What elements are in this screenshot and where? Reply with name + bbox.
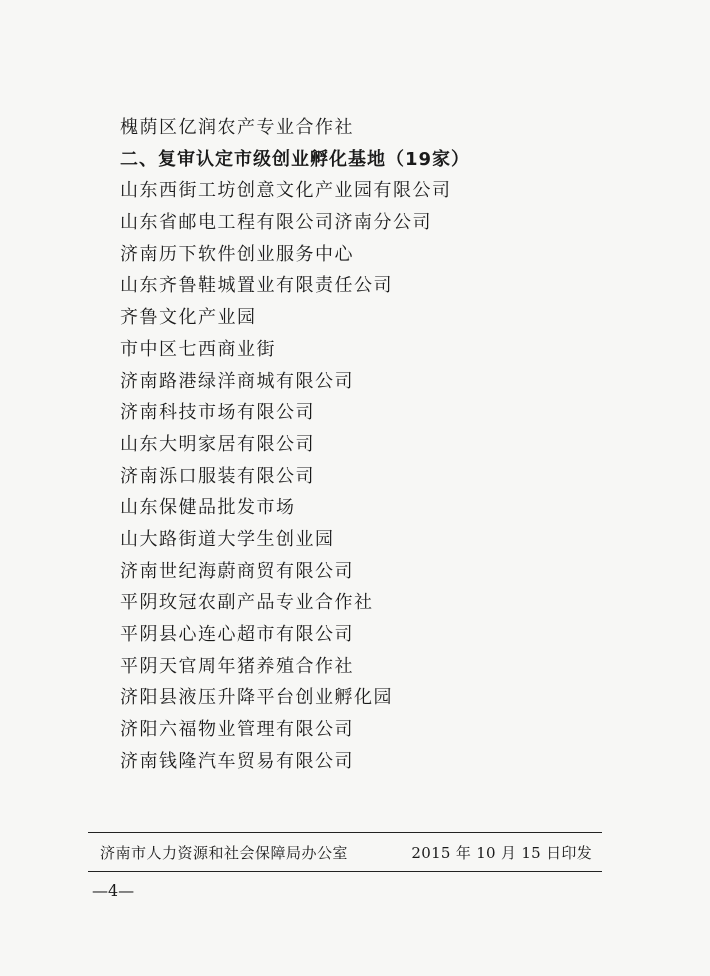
list-item: 济南历下软件创业服务中心 — [120, 243, 354, 265]
list-item: 济阳县液压升降平台创业孵化园 — [120, 687, 393, 709]
list-item: 济南世纪海蔚商贸有限公司 — [120, 560, 354, 582]
issuing-office: 济南市人力资源和社会保障局办公室 — [100, 844, 349, 862]
list-item: 山东大明家居有限公司 — [120, 433, 315, 455]
list-item: 齐鲁文化产业园 — [120, 307, 257, 329]
list-item: 山东西街工坊创意文化产业园有限公司 — [120, 180, 452, 202]
list-item: 济南钱隆汽车贸易有限公司 — [120, 750, 354, 772]
list-item: 济南泺口服装有限公司 — [120, 465, 315, 487]
list-item: 济南路港绿洋商城有限公司 — [120, 370, 354, 392]
list-item: 山大路街道大学生创业园 — [120, 528, 335, 550]
list-item: 山东保健品批发市场 — [120, 497, 296, 519]
list-item: 济南科技市场有限公司 — [120, 402, 315, 424]
list-item: 济阳六福物业管理有限公司 — [120, 719, 354, 741]
list-item: 平阴县心连心超市有限公司 — [120, 624, 354, 645]
list-item: 平阴玫冠农副产品专业合作社 — [120, 592, 374, 614]
page-number: —4— — [92, 881, 135, 900]
list-item: 市中区七西商业街 — [120, 338, 276, 360]
issue-date: 2015 年 10 月 15 日印发 — [411, 844, 592, 862]
footer-row — [100, 842, 602, 864]
list-item: 槐荫区亿润农产专业合作社 — [120, 117, 354, 138]
list-item: 山东省邮电工程有限公司济南分公司 — [120, 212, 432, 234]
organization-list — [120, 112, 640, 777]
section-heading: 二、复审认定市级创业孵化基地（19家） — [120, 148, 471, 170]
footer-bottom-rule — [88, 871, 602, 872]
list-item: 山东齐鲁鞋城置业有限责任公司 — [120, 275, 393, 297]
list-item: 平阴天官周年猪养殖合作社 — [120, 655, 354, 677]
footer-top-rule — [88, 832, 602, 833]
